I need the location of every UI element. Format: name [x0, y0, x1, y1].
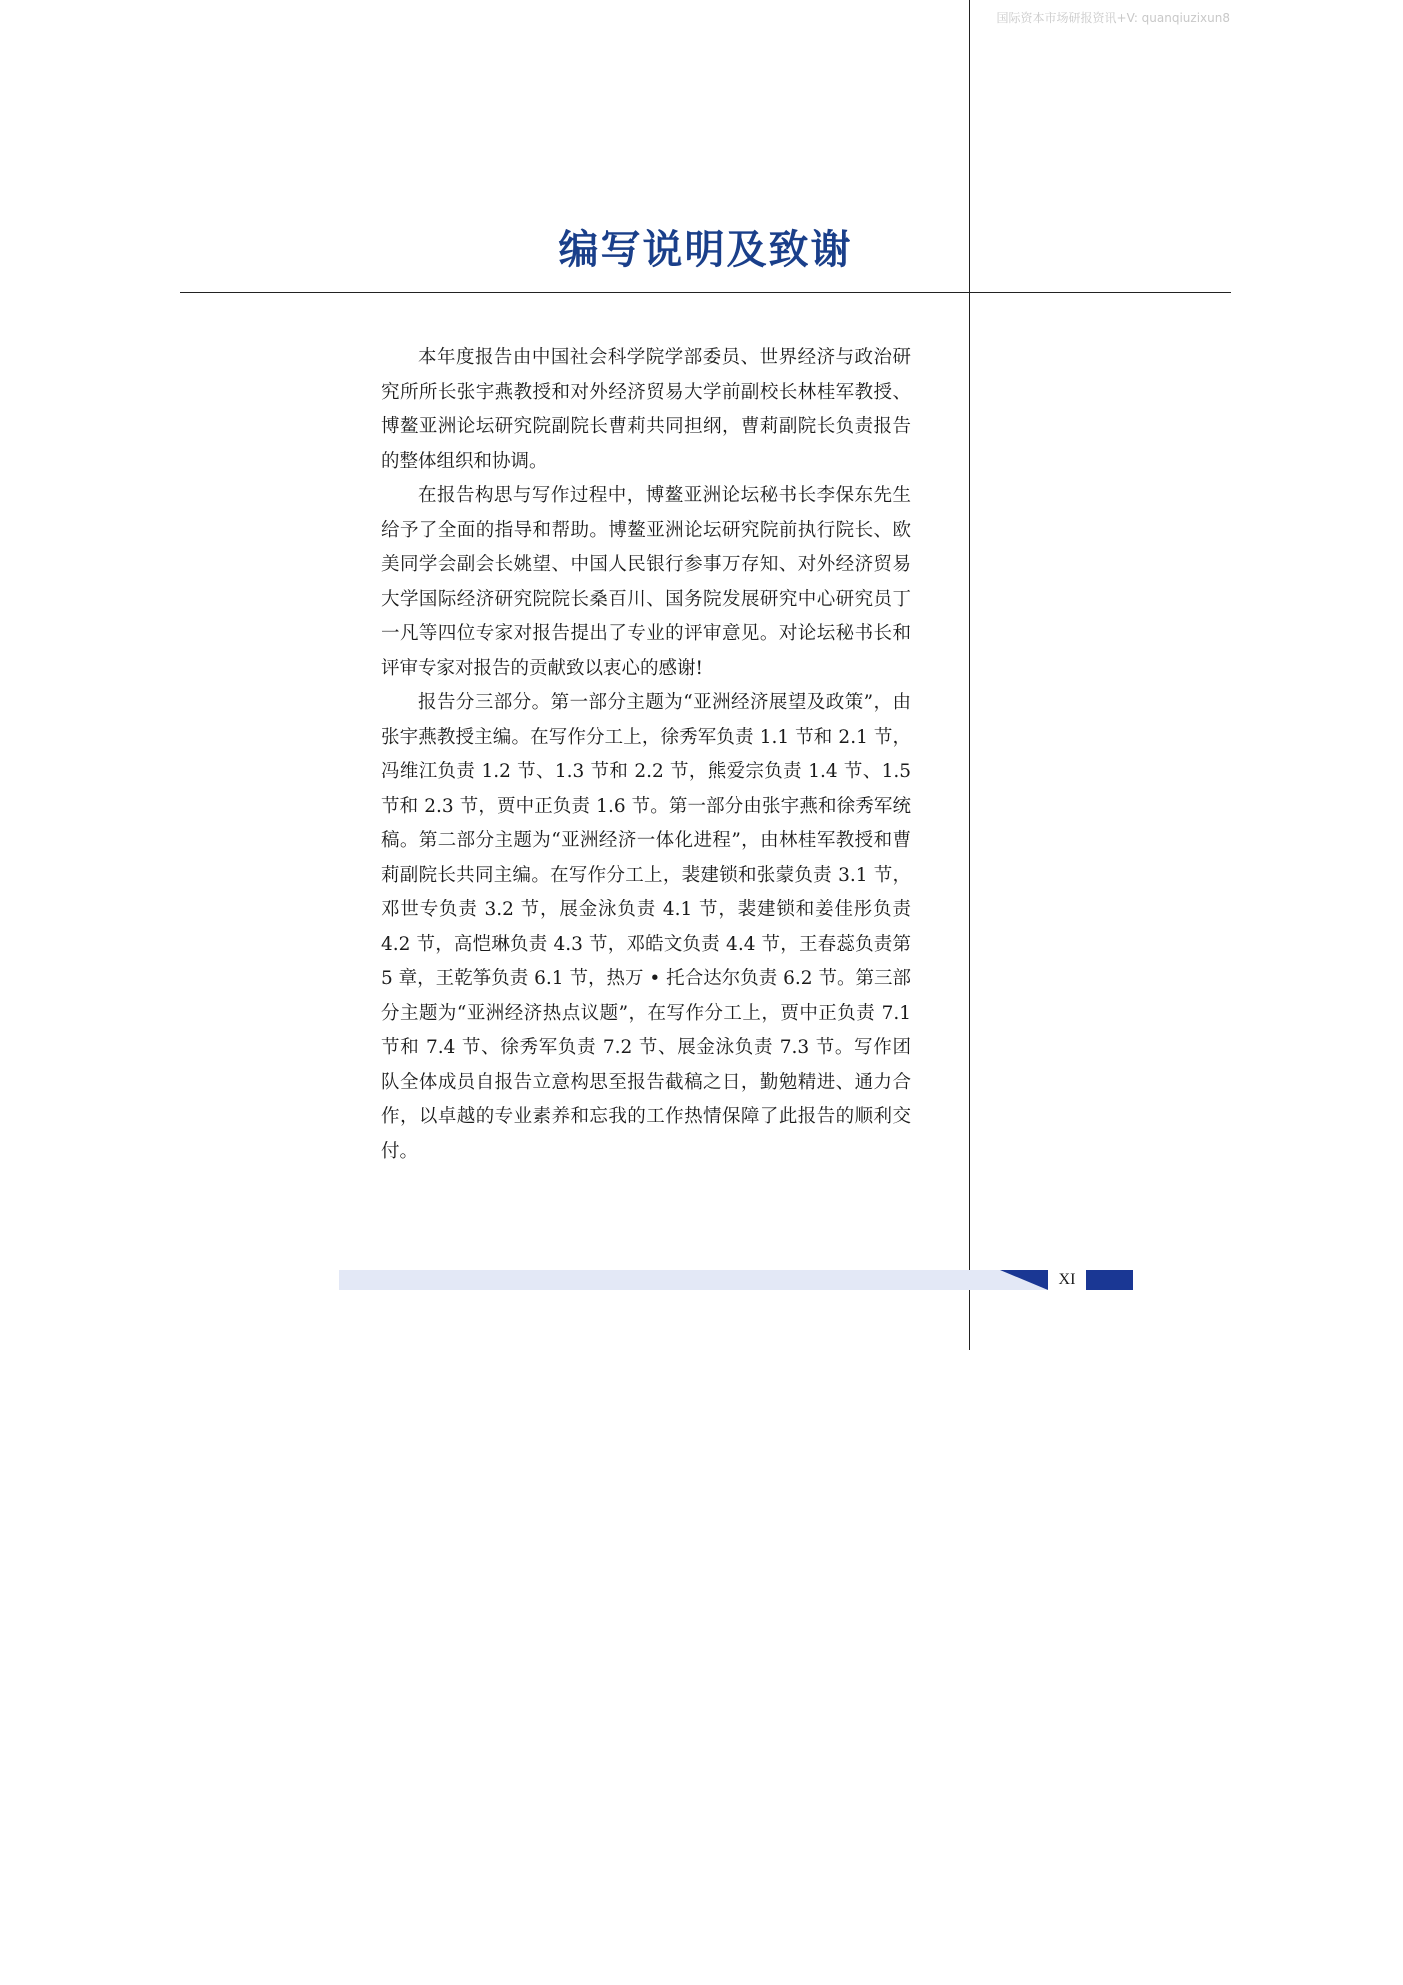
paragraph-3: 报告分三部分。第一部分主题为“亚洲经济展望及政策”，由张宇燕教授主编。在写作分工上，徐秀军负责 1.1 节和 2.1 节，冯维江负责 1.2 节、1.3 节和 2.2 节，熊爱宗负责 1.4 节、1.5 节和 2.3 节，贾中正负责 1.6 节。第一部分由张宇燕和徐秀军统稿。第二部分主题为“亚洲经济一体化进程”，由林桂军教授和曹莉副院长共同主编。在写作分工上，裴建锁和张蒙负责 3.1 节，邓世专负责 3.2 节，展金泳负责 4.1 节，裴建锁和姜佳彤负责 4.2 节，高恺琳负责 4.3 节，邓皓文负责 4.4 节，王春蕊负责第 5 章，王乾筝负责 6.1 节，热万 • 托合达尔负责 6.2 节。第三部分主题为“亚洲经济热点议题”，在写作分工上，贾中正负责 7.1 节和 7.4 节、徐秀军负责 7.2 节、展金泳负责 7.3 节。写作团队全体成员自报告立意构思至报告截稿之日，勤勉精进、通力合作，以卓越的专业素养和忘我的工作热情保障了此报告的顺利交付。 [381, 692, 911, 1162]
body-text [381, 341, 911, 1169]
paragraph-2: 在报告构思与写作过程中，博鳌亚洲论坛秘书长李保东先生给予了全面的指导和帮助。博鳌亚洲论坛研究院前执行院长、欧美同学会副会长姚望、中国人民银行参事万存知、对外经济贸易大学国际经济研究院院长桑百川、国务院发展研究中心研究员丁一凡等四位专家对报告提出了专业的评审意见。对论坛秘书长和评审专家对报告的贡献致以衷心的感谢! [381, 485, 911, 679]
vertical-rule [969, 0, 970, 1350]
watermark-text: 国际资本市场研报资讯+V: quanqiuzixun8 [996, 11, 1230, 25]
page-title: 编写说明及致谢 [558, 226, 853, 273]
footer-block [1086, 1270, 1133, 1290]
paragraph-1: 本年度报告由中国社会科学院学部委员、世界经济与政治研究所所长张宇燕教授和对外经济贸易大学前副校长林桂军教授、博鳌亚洲论坛研究院副院长曹莉共同担纲，曹莉副院长负责报告的整体组织和协调。 [381, 347, 911, 472]
title-underline-rule [180, 292, 1231, 293]
page-number: XI [1058, 1271, 1076, 1288]
footer-band [339, 1270, 1047, 1290]
